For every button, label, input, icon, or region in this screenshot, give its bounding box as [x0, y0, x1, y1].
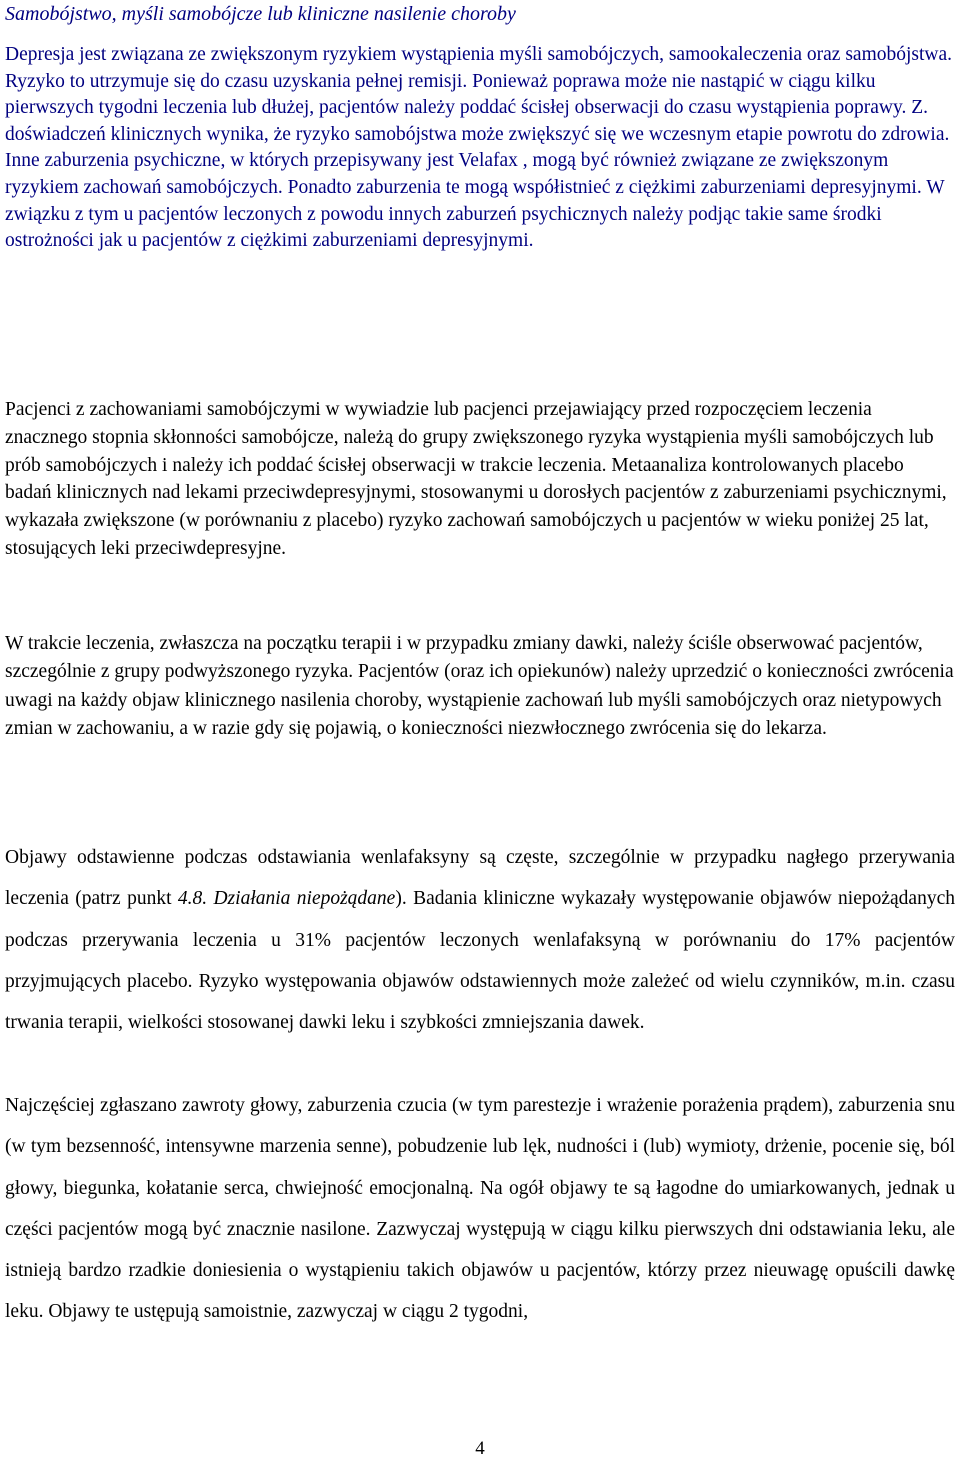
page-number: 4: [475, 1438, 485, 1459]
paragraph-high-risk-patients: Pacjenci z zachowaniami samobójczymi w wywiadzie lub pacjenci przejawiający przed rozpoczęciem leczenia znacznego stopnia skłonności samobójcze, należą do grupy zwiększonego ryzyka wystąpienia myśli samobójczych lub prób samobójczych i należy ich poddać ścisłej obserwacji w trakcie leczenia. Metaanaliza kontrolowanych placebo badań klinicznych nad lekami przeciwdepresyjnymi, stosowanymi u dorosłych pacjentów z zaburzeniami psychicznymi, wykazała zwiększone (w porównaniu z placebo) ryzyko zachowań samobójczych u pacjentów w wieku poniżej 25 lat, stosujących leki przeciwdepresyjne.: [5, 399, 947, 559]
section-reference: 4.8. Działania niepożądane: [177, 888, 396, 910]
paragraph-depression-risk-part-2: Inne zaburzenia psychiczne, w których przepisywany jest Velafax , mogą być również związane ze zwiększonym ryzykiem zachowań samobójczych. Ponadto zaburzenia te mogą współistnieć z ciężkimi zaburzeniami depresyjnymi. W związku z tym u pacjentów leczonych z powodu innych zaburzeń psychicznych należy podjąc takie same środki ostrożności jak u pacjentów z ciężkimi zaburzeniami depresyjnymi.: [5, 150, 945, 252]
paragraph-depression-risk-part-1: Depresja jest związana ze zwiększonym ryzykiem wystąpienia myśli samobójczych, samookaleczenia oraz samobójstwa. Ryzyko to utrzymuje się do czasu uzyskania pełnej remisji. Ponieważ poprawa może nie nastąpić w ciągu kilku pierwszych tygodni leczenia lub dłużej, pacjentów należy poddać ścisłej obserwacji do czasu wystąpienia poprawy. Z. doświadczeń klinicznych wynika, że ryzyko samobójstwa może zwiększyć się we wczesnym etapie powrotu do zdrowia.: [5, 44, 953, 145]
paragraph-observation: W trakcie leczenia, zwłaszcza na początku terapii i w przypadku zmiany dawki, należy ściśle obserwować pacjentów, szczególnie z grupy podwyższonego ryzyka. Pacjentów (oraz ich opiekunów) należy uprzedzić o konieczności zwrócenia uwagi na każdy objaw klinicznego nasilenia choroby, wystąpienie zachowań lub myśli samobójczych oraz nietypowych zmian w zachowaniu, a w razie gdy się pojawią, o konieczności niezwłocznego zwrócenia się do lekarza.: [5, 633, 954, 740]
paragraph-depression-risk: [5, 42, 955, 255]
paragraph-withdrawal-symptoms: [5, 837, 955, 1043]
paragraph-common-symptoms: Najczęściej zgłaszano zawroty głowy, zaburzenia czucia (w tym parestezje i wrażenie porażenia prądem), zaburzenia snu (w tym bezsenność, intensywne marzenia senne), pobudzenie lub lęk, nudności i (lub) wymioty, drżenie, pocenie się, ból głowy, biegunka, kołatanie serca, chwiejność emocjonalną. Na ogół objawy te są łagodne do umiarkowanych, jednak u części pacjentów mogą być znacznie nasilone. Zazwyczaj występują w ciągu kilku pierwszych dni odstawiania leku, ale istnieją bardzo rzadkie doniesienia o wystąpieniu takich objawów u pacjentów, którzy przez nieuwagę opuścili dawkę leku. Objawy te ustępują samoistnie, zazwyczaj w ciągu 2 tygodni,: [5, 1095, 955, 1323]
withdrawal-text-1: Objawy odstawienne podczas odstawiania wenlafaksyny są częste, szczególnie w przypadku nagłego przerywania leczenia (patrz punkt: [5, 847, 955, 910]
section-heading: Samobójstwo, myśli samobójcze lub kliniczne nasilenie choroby: [5, 3, 516, 25]
withdrawal-text-2: ). Badania kliniczne wykazały występowanie objawów niepożądanych podczas przerywania leczenia u 31% pacjentów leczonych wenlafaksyną w porównaniu do 17% pacjentów przyjmujących placebo. Ryzyko występowania objawów odstawiennych może zależeć od wielu czynników, m.in. czasu trwania terapii, wielkości stosowanej dawki leku i szybkości zmniejszania dawek.: [5, 888, 955, 1034]
